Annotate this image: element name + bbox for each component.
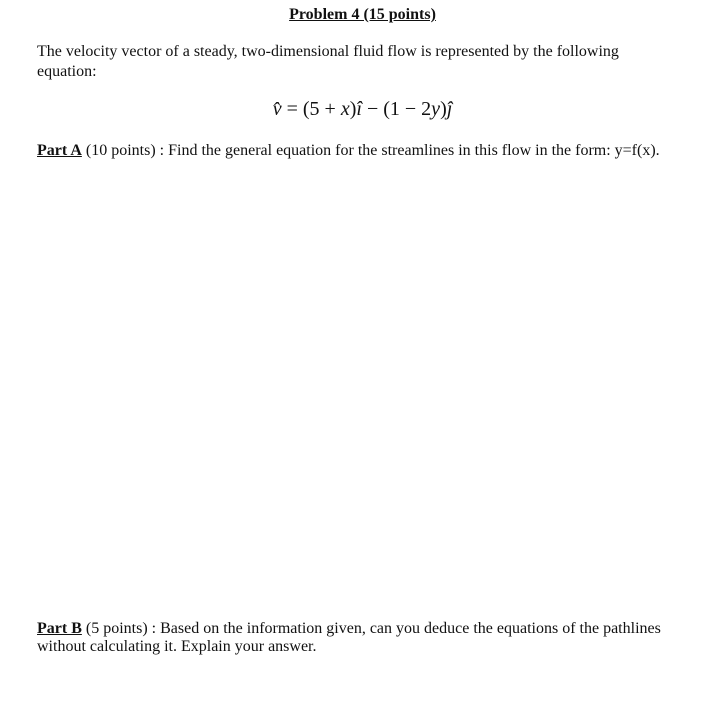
part-a-question [37, 142, 677, 160]
part-b-question [37, 620, 677, 656]
velocity-equation [0, 96, 725, 122]
x-term-close: ) [349, 98, 357, 120]
unit-vector-j: ĵ [446, 98, 453, 120]
minus-sign: − [366, 98, 379, 120]
part-b-label: Part B [37, 620, 82, 637]
y-term-close: ) [440, 98, 447, 120]
unit-vector-i: î [356, 98, 362, 120]
x-variable: x [340, 98, 350, 120]
problem-intro: The velocity vector of a steady, two-dimensional fluid flow is represented by the following equation: [37, 43, 619, 80]
problem-title: Problem 4 (15 points) [289, 6, 436, 23]
y-term-open: (1 − 2 [383, 98, 432, 120]
velocity-vector-symbol: v̂ [272, 98, 282, 120]
y-variable: y [431, 98, 441, 120]
equals-sign: = [286, 98, 298, 120]
part-a-text: (10 points) : Find the general equation for the streamlines in this flow in the form: y=f(x). [81, 142, 660, 159]
part-a-label: Part A [37, 142, 82, 159]
x-term-open: (5 + [302, 98, 341, 120]
part-b-text: (5 points) : Based on the information given, can you deduce the equations of the pathlines without calculating it. Explain your answer. [37, 620, 661, 655]
